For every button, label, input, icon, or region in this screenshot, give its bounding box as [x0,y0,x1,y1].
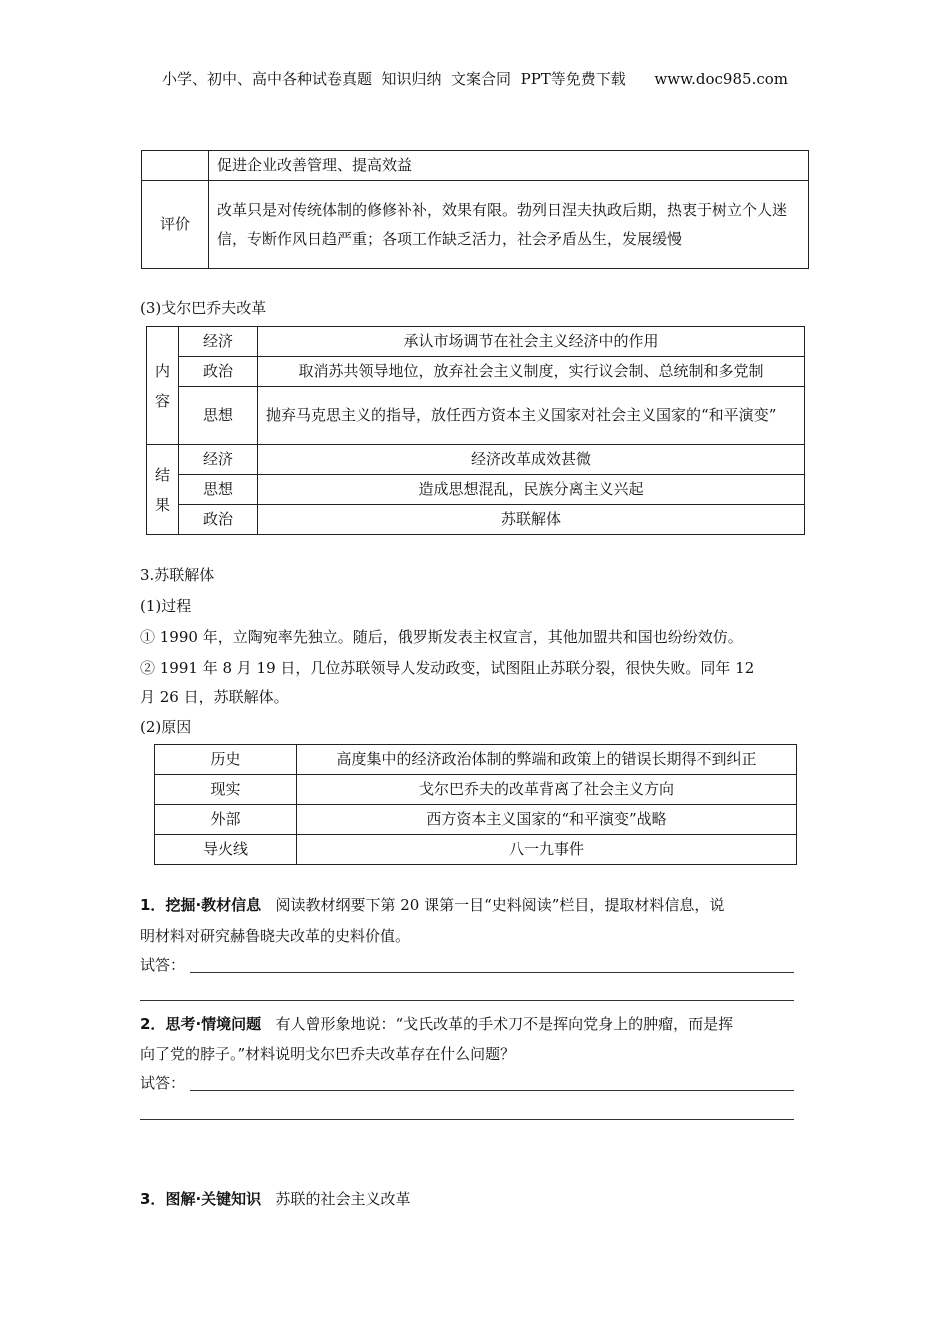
result-label-char: 结 [155,465,171,484]
reason-text: 西方资本主义国家的“和平演变”战略 [297,805,797,835]
content-label-char: 容 [155,391,171,410]
process-item-1: ① 1990 年，立陶宛率先独立。随后，俄罗斯发表主权宣言，其他加盟共和国也纷纷效仿。 [140,628,743,646]
content-label [147,327,179,445]
result-text: 造成思想混乱，民族分离主义兴起 [258,475,805,505]
table1-empty-cell [142,151,209,181]
table1-eval-label: 评价 [142,181,209,269]
answer-line[interactable] [190,972,794,973]
question-3-text: 苏联的社会主义改革 [275,1190,411,1208]
question-3-tag: 图解·关键知识 [165,1190,262,1208]
answer-line[interactable] [140,1000,794,1001]
content-cat: 政治 [179,357,258,387]
reason-cat: 外部 [155,805,297,835]
question-1-answer-label: 试答： [140,956,186,974]
section-gorbachev-title: (3)戈尔巴乔夫改革 [140,299,267,317]
question-2-answer-label: 试答： [140,1074,186,1092]
reason-text: 八一九事件 [297,835,797,865]
question-2-num: 2． [140,1015,166,1033]
content-text: 抛弃马克思主义的指导，放任西方资本主义国家对社会主义国家的“和平演变” [258,387,805,445]
result-text: 苏联解体 [258,505,805,535]
reason-text: 高度集中的经济政治体制的弊端和政策上的错误长期得不到纠正 [297,745,797,775]
process-item-2a: ② 1991 年 8 月 19 日，几位苏联领导人发动政变，试图阻止苏联分裂，很快失败。同年 12 [140,659,755,677]
process-title: (1)过程 [140,597,192,615]
reason-table [154,744,797,865]
question-3 [140,1189,410,1209]
question-2-text-a: 有人曾形象地说：“戈氏改革的手术刀不是挥向党身上的肿瘤，而是挥 [275,1015,734,1033]
question-1-text-b: 明材料对研究赫鲁晓夫改革的史料价值。 [140,927,411,945]
question-3-num: 3． [140,1190,166,1208]
reason-cat: 导火线 [155,835,297,865]
answer-line[interactable] [140,1119,794,1120]
table1-row0-text: 促进企业改善管理、提高效益 [209,151,809,181]
page-header: 小学、初中、高中各种试卷真题 知识归纳 文案合同 PPT等免费下载 www.doc985.com [161,70,788,88]
answer-line[interactable] [190,1090,794,1091]
result-cat: 思想 [179,475,258,505]
question-1 [140,895,724,915]
question-2-text-b: 向了党的脖子。”材料说明戈尔巴乔夫改革存在什么问题？ [140,1045,516,1063]
question-1-num: 1． [140,896,166,914]
content-text: 取消苏共领导地位，放弃社会主义制度，实行议会制、总统制和多党制 [258,357,805,387]
question-1-text-a: 阅读教材纲要下第 20 课第一目“史料阅读”栏目，提取材料信息，说 [275,896,725,914]
evaluation-table [141,150,809,269]
reason-text: 戈尔巴乔夫的改革背离了社会主义方向 [297,775,797,805]
result-cat: 政治 [179,505,258,535]
question-2-tag: 思考·情境问题 [165,1015,262,1033]
content-cat: 经济 [179,327,258,357]
content-cat: 思想 [179,387,258,445]
result-label-char: 果 [155,495,171,514]
reason-cat: 历史 [155,745,297,775]
result-cat: 经济 [179,445,258,475]
reason-title: (2)原因 [140,718,192,736]
reason-cat: 现实 [155,775,297,805]
question-2 [140,1014,733,1034]
gorbachev-reform-table [146,326,805,535]
section-dissolution-title: 3.苏联解体 [140,566,215,584]
content-text: 承认市场调节在社会主义经济中的作用 [258,327,805,357]
process-item-2b: 月 26 日，苏联解体。 [140,688,289,706]
result-label [147,445,179,535]
table1-eval-text: 改革只是对传统体制的修修补补，效果有限。勃列日涅夫执政后期，热衷于树立个人迷信，专断作风日趋严重；各项工作缺乏活力，社会矛盾丛生，发展缓慢 [209,181,809,269]
result-text: 经济改革成效甚微 [258,445,805,475]
question-1-tag: 挖掘·教材信息 [165,896,262,914]
content-label-char: 内 [155,361,171,380]
